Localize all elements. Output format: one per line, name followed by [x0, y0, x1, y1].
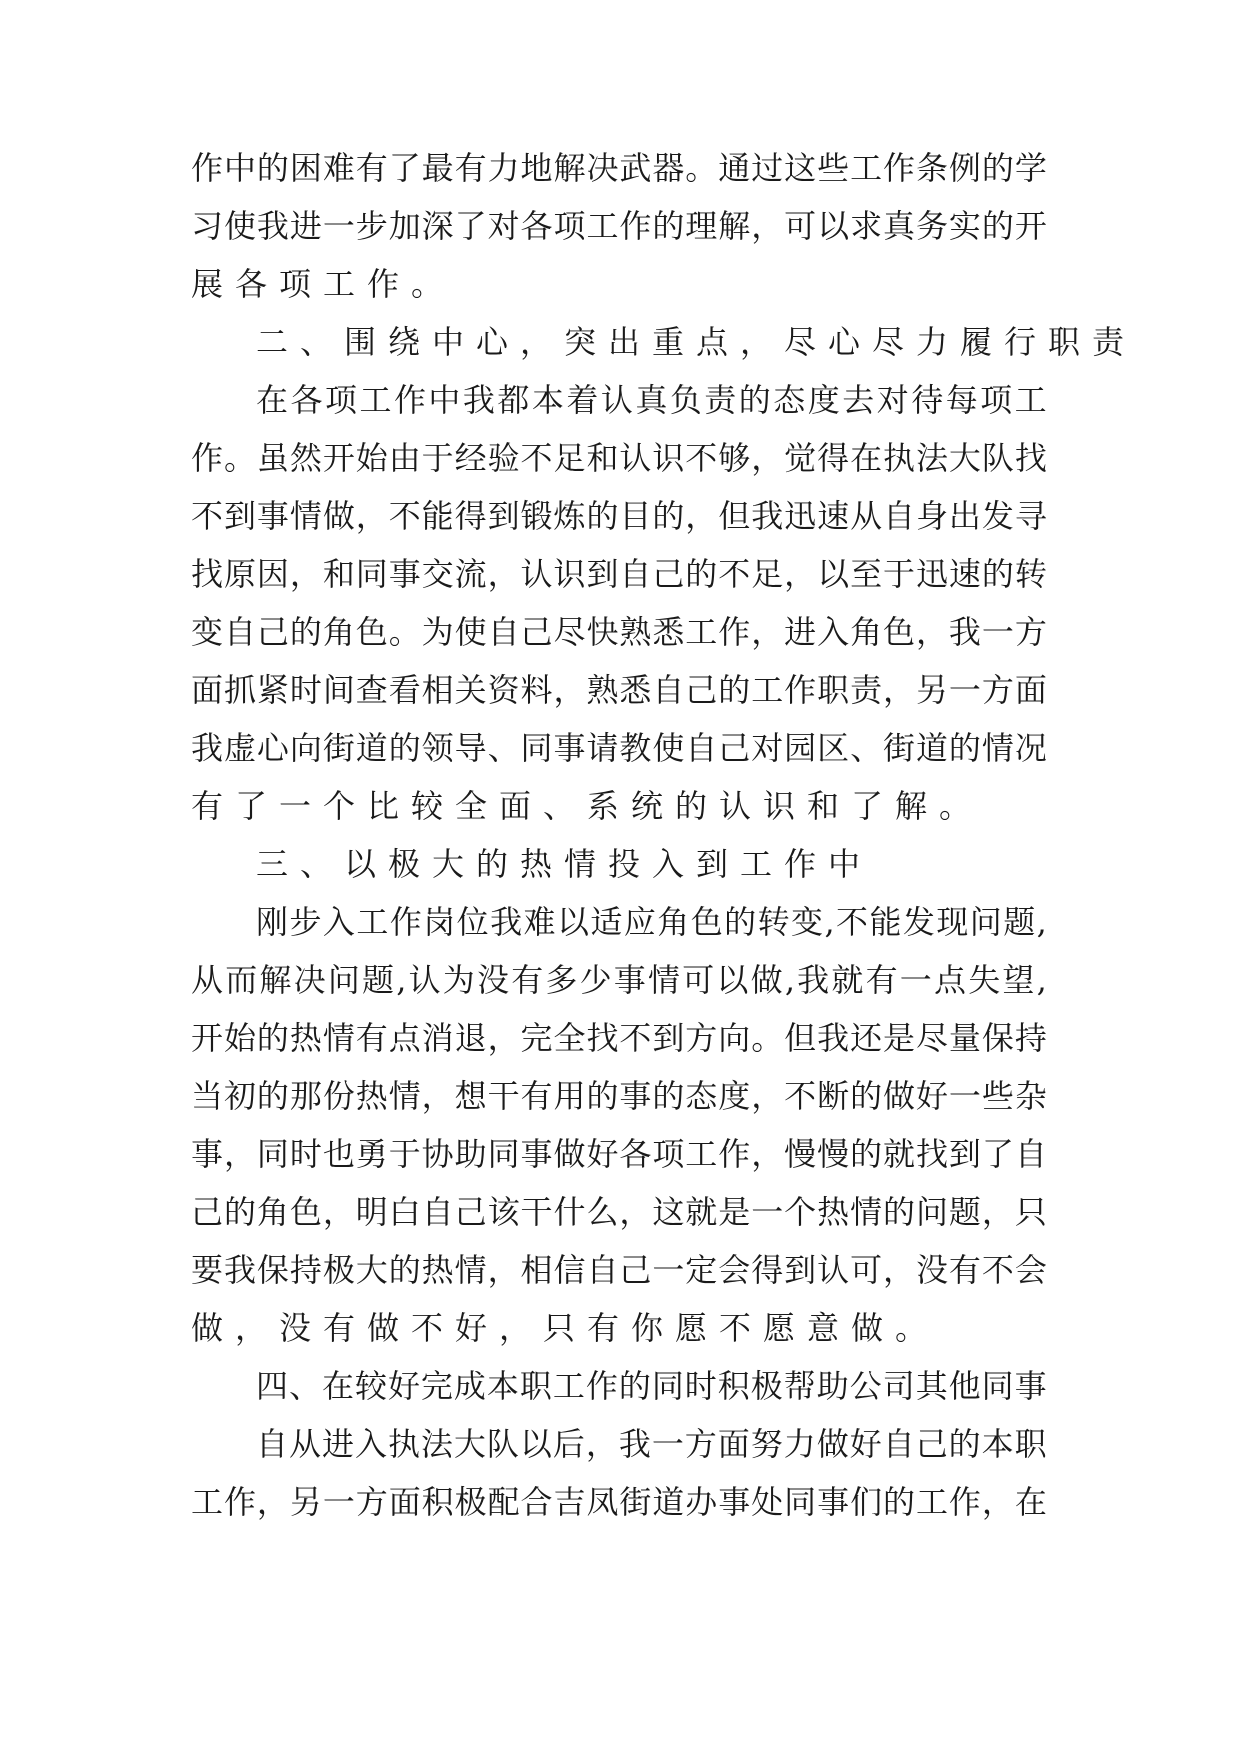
text-line: 要 我 保 持 极 大 的 热 情 ， 相 信 自 己 一 定 会 得 到 认 可 ， 没 有 不 会 [191, 1251, 1047, 1289]
text-line: 在 各 项 工 作 中 我 都 本 着 认 真 负 责 的 态 度 去 对 待 每 项 工 [256, 381, 1047, 419]
text-line: 开 始 的 热 情 有 点 消 退 ， 完 全 找 不 到 方 向 。 但 我 还 是 尽 量 保 持 [191, 1019, 1047, 1057]
text-line: 不 到 事 情 做 ， 不 能 得 到 锻 炼 的 目 的 ， 但 我 迅 速 从 自 身 出 发 寻 [191, 497, 1047, 535]
text-line: 我 虚 心 向 街 道 的 领 导 、 同 事 请 教 使 自 己 对 园 区 、 街 道 的 情 况 [191, 729, 1047, 767]
text-line: 刚 步 入 工 作 岗 位 我 难 以 适 应 角 色 的 转 变 , 不 能 发 现 问 题 , [256, 903, 1047, 941]
section-heading: 二、围绕中心，突出重点，尽心尽力履行职责 [256, 323, 1137, 361]
text-line: 有了一个比较全面、系统的认识和了解。 [191, 787, 984, 825]
text-line: 事 ， 同 时 也 勇 于 协 助 同 事 做 好 各 项 工 作 ， 慢 慢 的 就 找 到 了 自 [191, 1135, 1047, 1173]
text-line: 工 作 ， 另 一 方 面 积 极 配 合 吉 凤 街 道 办 事 处 同 事 们 的 工 作 ， 在 [191, 1483, 1047, 1521]
section-heading: 三、以极大的热情投入到工作中 [256, 845, 873, 883]
text-line: 作 中 的 困 难 有 了 最 有 力 地 解 决 武 器 。 通 过 这 些 工 作 条 例 的 学 [191, 149, 1047, 187]
text-line: 找 原 因 ， 和 同 事 交 流 ， 认 识 到 自 己 的 不 足 ， 以 至 于 迅 速 的 转 [191, 555, 1047, 593]
text-line: 习 使 我 进 一 步 加 深 了 对 各 项 工 作 的 理 解 ， 可 以 求 真 务 实 的 开 [191, 207, 1047, 245]
text-line: 从 而 解 决 问 题 , 认 为 没 有 多 少 事 情 可 以 做 , 我 就 有 一 点 失 望 , [191, 961, 1047, 999]
text-line: 己 的 角 色 ， 明 白 自 己 该 干 什 么 ， 这 就 是 一 个 热 情 的 问 题 ， 只 [191, 1193, 1047, 1231]
text-line: 作 。 虽 然 开 始 由 于 经 验 不 足 和 认 识 不 够 ， 觉 得 在 执 法 大 队 找 [191, 439, 1047, 477]
text-line: 面 抓 紧 时 间 查 看 相 关 资 料 ， 熟 悉 自 己 的 工 作 职 责 ， 另 一 方 面 [191, 671, 1047, 709]
text-line: 展各项工作。 [191, 265, 456, 303]
text-line: 做，没有做不好，只有你愿不愿意做。 [191, 1309, 940, 1347]
text-line: 当 初 的 那 份 热 情 ， 想 干 有 用 的 事 的 态 度 ， 不 断 的 做 好 一 些 杂 [191, 1077, 1047, 1115]
text-line: 自 从 进 入 执 法 大 队 以 后 ， 我 一 方 面 努 力 做 好 自 己 的 本 职 [256, 1425, 1047, 1463]
text-line: 变 自 己 的 角 色 。 为 使 自 己 尽 快 熟 悉 工 作 ， 进 入 角 色 ， 我 一 方 [191, 613, 1047, 651]
section-heading: 四 、 在 较 好 完 成 本 职 工 作 的 同 时 积 极 帮 助 公 司 其 他 同 事 [256, 1367, 1047, 1405]
